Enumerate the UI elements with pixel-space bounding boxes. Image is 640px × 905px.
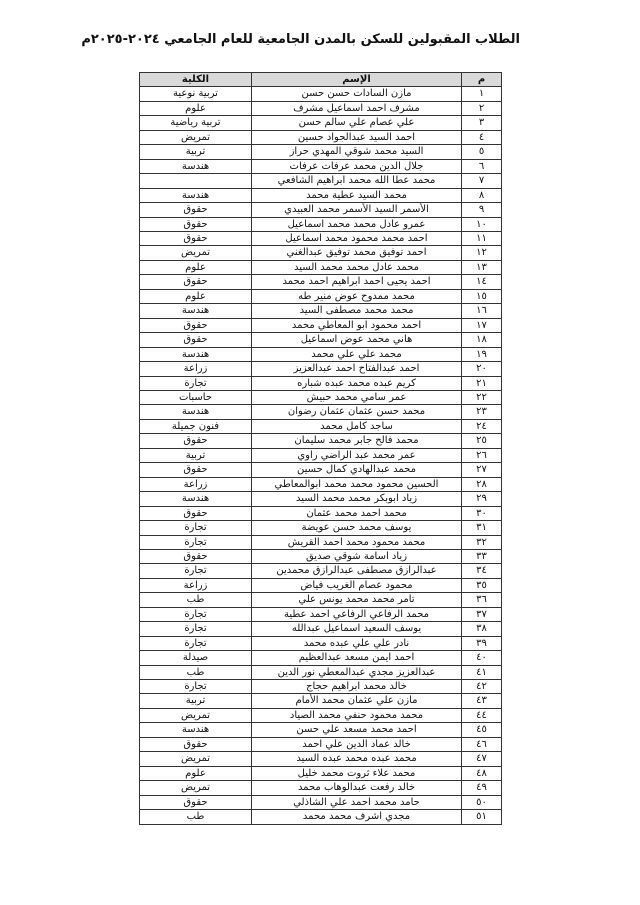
faculty-cell [140, 174, 252, 188]
row-number-cell: ٣ [462, 116, 502, 130]
row-number-cell: ٥٠ [462, 795, 502, 809]
student-name-cell: احمد محمد مسعد علي حسن [252, 723, 462, 737]
row-number-cell: ٢٣ [462, 405, 502, 419]
table-header-row [140, 73, 502, 87]
table-row [140, 506, 502, 520]
row-number-cell: ٨ [462, 188, 502, 202]
row-number-cell: ٤٦ [462, 737, 502, 751]
student-name-cell: هاني محمد عوض اسماعيل [252, 333, 462, 347]
row-number-cell: ٣٦ [462, 593, 502, 607]
faculty-cell: تمريض [140, 752, 252, 766]
table-row [140, 708, 502, 722]
table-row [140, 448, 502, 462]
student-name-cell: احمد ايمن مسعد عبدالعظيم [252, 651, 462, 665]
student-name-cell: احمد محمود ابو المعاطي محمد [252, 318, 462, 332]
table-row [140, 419, 502, 433]
table-row [140, 347, 502, 361]
faculty-cell: حقوق [140, 333, 252, 347]
row-number-cell: ٣٥ [462, 578, 502, 592]
row-number-cell: ١٨ [462, 333, 502, 347]
faculty-cell: طب [140, 810, 252, 824]
table-row [140, 260, 502, 274]
faculty-cell: تمريض [140, 130, 252, 144]
student-name-cell: زياد ابوبكر محمد محمد السيد [252, 492, 462, 506]
student-name-cell: عمرو عادل محمد محمد اسماعيل [252, 217, 462, 231]
table-row [140, 766, 502, 780]
table-row [140, 535, 502, 549]
student-name-cell: محمود عصام الغريب فياض [252, 578, 462, 592]
student-name-cell: زياد اسامة شوقي صديق [252, 549, 462, 563]
student-name-cell: احمد يحيى احمد ابراهيم احمد محمد [252, 275, 462, 289]
row-number-cell: ١٤ [462, 275, 502, 289]
faculty-cell: هندسة [140, 188, 252, 202]
faculty-cell: تجارة [140, 607, 252, 621]
student-name-cell: محمد علاء ثروت محمد خليل [252, 766, 462, 780]
faculty-cell: حقوق [140, 549, 252, 563]
faculty-cell: حقوق [140, 737, 252, 751]
column-header-faculty: الكلية [140, 73, 252, 87]
faculty-cell: طب [140, 665, 252, 679]
row-number-cell: ٣٧ [462, 607, 502, 621]
table-row [140, 492, 502, 506]
table-row [140, 549, 502, 563]
faculty-cell: زراعة [140, 578, 252, 592]
table-row [140, 607, 502, 621]
faculty-cell: زراعة [140, 362, 252, 376]
table-row [140, 101, 502, 115]
student-name-cell: محمد محمد مصطفى السيد [252, 304, 462, 318]
table-row [140, 376, 502, 390]
faculty-cell: تجارة [140, 622, 252, 636]
faculty-cell: تجارة [140, 636, 252, 650]
student-name-cell: محمد علي علي محمد [252, 347, 462, 361]
table-row [140, 723, 502, 737]
row-number-cell: ٤٨ [462, 766, 502, 780]
table-row [140, 362, 502, 376]
faculty-cell: تجارة [140, 680, 252, 694]
student-name-cell: جلال الدين محمد عرفات عرفات [252, 159, 462, 173]
row-number-cell: ٢٤ [462, 419, 502, 433]
row-number-cell: ٤٥ [462, 723, 502, 737]
row-number-cell: ٥ [462, 145, 502, 159]
table-row [140, 636, 502, 650]
student-name-cell: علي عصام علي سالم حسن [252, 116, 462, 130]
faculty-cell: حقوق [140, 795, 252, 809]
table-row [140, 217, 502, 231]
table-row [140, 289, 502, 303]
table-row [140, 694, 502, 708]
faculty-cell: فنون جميلة [140, 419, 252, 433]
student-name-cell: تامر محمد محمد يونس علي [252, 593, 462, 607]
row-number-cell: ٣٠ [462, 506, 502, 520]
faculty-cell: زراعة [140, 477, 252, 491]
table-row [140, 810, 502, 824]
student-name-cell: ساجد كامل محمد [252, 419, 462, 433]
table-row [140, 116, 502, 130]
table-row [140, 390, 502, 404]
row-number-cell: ١٩ [462, 347, 502, 361]
row-number-cell: ٢٦ [462, 448, 502, 462]
table-row [140, 434, 502, 448]
students-table [139, 72, 502, 825]
row-number-cell: ٦ [462, 159, 502, 173]
row-number-cell: ٤ [462, 130, 502, 144]
row-number-cell: ١ [462, 87, 502, 101]
table-row [140, 333, 502, 347]
table-row [140, 188, 502, 202]
faculty-cell: حقوق [140, 203, 252, 217]
student-name-cell: مجدي اشرف محمد محمد [252, 810, 462, 824]
student-name-cell: احمد محمد محمود محمد اسماعيل [252, 231, 462, 245]
student-name-cell: محمد عبدالهادي كمال حسين [252, 463, 462, 477]
row-number-cell: ١٦ [462, 304, 502, 318]
table-row [140, 405, 502, 419]
student-name-cell: عبدالرازق مصطفى عبدالرازق محمدين [252, 564, 462, 578]
table-row [140, 145, 502, 159]
faculty-cell: هندسة [140, 304, 252, 318]
faculty-cell: حقوق [140, 318, 252, 332]
faculty-cell: تربية رياضية [140, 116, 252, 130]
row-number-cell: ٤٩ [462, 781, 502, 795]
row-number-cell: ٣٣ [462, 549, 502, 563]
faculty-cell: حقوق [140, 434, 252, 448]
student-name-cell: عبدالعزيز مجدي عبدالمعطي نور الدين [252, 665, 462, 679]
faculty-cell: حقوق [140, 217, 252, 231]
faculty-cell: هندسة [140, 492, 252, 506]
row-number-cell: ٣٨ [462, 622, 502, 636]
table-row [140, 795, 502, 809]
row-number-cell: ٢ [462, 101, 502, 115]
table-row [140, 651, 502, 665]
table-row [140, 737, 502, 751]
table-row [140, 203, 502, 217]
student-name-cell: يوسف السعيد اسماعيل عبدالله [252, 622, 462, 636]
row-number-cell: ١٣ [462, 260, 502, 274]
faculty-cell: تمريض [140, 246, 252, 260]
table-row [140, 246, 502, 260]
row-number-cell: ٢١ [462, 376, 502, 390]
row-number-cell: ٣١ [462, 521, 502, 535]
table-row [140, 521, 502, 535]
faculty-cell: هندسة [140, 405, 252, 419]
row-number-cell: ٣٢ [462, 535, 502, 549]
student-name-cell: محمد حسن عثمان عثمان رضوان [252, 405, 462, 419]
column-header-number: م [462, 73, 502, 87]
faculty-cell: حقوق [140, 463, 252, 477]
table-row [140, 752, 502, 766]
table-row [140, 781, 502, 795]
student-name-cell: مازن علي عثمان محمد الأمام [252, 694, 462, 708]
table-row [140, 159, 502, 173]
faculty-cell: تربية نوعية [140, 87, 252, 101]
faculty-cell: تربية [140, 694, 252, 708]
row-number-cell: ٢٠ [462, 362, 502, 376]
row-number-cell: ٢٧ [462, 463, 502, 477]
faculty-cell: تجارة [140, 376, 252, 390]
student-name-cell: محمد ممدوح عوض منير طه [252, 289, 462, 303]
faculty-cell: علوم [140, 101, 252, 115]
student-name-cell: مازن السادات حسن حسن [252, 87, 462, 101]
faculty-cell: صيدلة [140, 651, 252, 665]
faculty-cell: علوم [140, 289, 252, 303]
table-row [140, 318, 502, 332]
table-body [140, 87, 502, 824]
faculty-cell: حقوق [140, 275, 252, 289]
row-number-cell: ١١ [462, 231, 502, 245]
faculty-cell: طب [140, 593, 252, 607]
row-number-cell: ٤٣ [462, 694, 502, 708]
student-name-cell: محمد احمد محمد عثمان [252, 506, 462, 520]
table-row [140, 174, 502, 188]
student-name-cell: نادر علي علي عبده محمد [252, 636, 462, 650]
row-number-cell: ٤١ [462, 665, 502, 679]
student-name-cell: كريم عبده محمد عبده شباره [252, 376, 462, 390]
row-number-cell: ٤٠ [462, 651, 502, 665]
row-number-cell: ٢٥ [462, 434, 502, 448]
faculty-cell: تربية [140, 448, 252, 462]
student-name-cell: محمد محمود محمد احمد القريش [252, 535, 462, 549]
student-name-cell: حامد محمد احمد علي الشاذلي [252, 795, 462, 809]
student-name-cell: عمر محمد عبد الراضي راوي [252, 448, 462, 462]
student-name-cell: محمد محمود حنفي محمد الصياد [252, 708, 462, 722]
row-number-cell: ٢٨ [462, 477, 502, 491]
faculty-cell: تجارة [140, 564, 252, 578]
faculty-cell: حقوق [140, 506, 252, 520]
student-name-cell: محمد السيد عطية محمد [252, 188, 462, 202]
table-row [140, 130, 502, 144]
row-number-cell: ٤٢ [462, 680, 502, 694]
table-row [140, 275, 502, 289]
table-row [140, 665, 502, 679]
table-row [140, 231, 502, 245]
faculty-cell: تمريض [140, 781, 252, 795]
student-name-cell: الأسمر السيد الأسمر محمد العبيدي [252, 203, 462, 217]
student-name-cell: احمد عبدالفتاح احمد عبدالعزيز [252, 362, 462, 376]
row-number-cell: ٤٧ [462, 752, 502, 766]
student-name-cell: خالد عماد الدين علي احمد [252, 737, 462, 751]
row-number-cell: ٧ [462, 174, 502, 188]
page-title: الطلاب المقبولين للسكن بالمدن الجامعية للعام الجامعي ٢٠٢٤-٢٠٢٥م [81, 32, 520, 47]
faculty-cell: تربية [140, 145, 252, 159]
row-number-cell: ٣٩ [462, 636, 502, 650]
student-name-cell: احمد السيد عبدالجواد حسين [252, 130, 462, 144]
student-name-cell: السيد محمد شوقي المهدي حراز [252, 145, 462, 159]
faculty-cell: حاسبات [140, 390, 252, 404]
student-name-cell: مشرف احمد اسماعيل مشرف [252, 101, 462, 115]
faculty-cell: تجارة [140, 521, 252, 535]
table-row [140, 87, 502, 101]
student-name-cell: خالد محمد ابراهيم حجاج [252, 680, 462, 694]
table-row [140, 578, 502, 592]
student-name-cell: يوسف محمد حسن عويضة [252, 521, 462, 535]
row-number-cell: ٩ [462, 203, 502, 217]
faculty-cell: تمريض [140, 708, 252, 722]
faculty-cell: علوم [140, 766, 252, 780]
student-name-cell: خالد رفعت عبدالوهاب محمد [252, 781, 462, 795]
table-row [140, 593, 502, 607]
student-name-cell: محمد عادل محمد محمد السيد [252, 260, 462, 274]
row-number-cell: ١٠ [462, 217, 502, 231]
student-name-cell: محمد عبده محمد عبده السيد [252, 752, 462, 766]
student-name-cell: الحسين محمود محمد محمد ابوالمعاطي [252, 477, 462, 491]
row-number-cell: ٤٤ [462, 708, 502, 722]
row-number-cell: ٥١ [462, 810, 502, 824]
table-row [140, 304, 502, 318]
faculty-cell: حقوق [140, 231, 252, 245]
row-number-cell: ١٥ [462, 289, 502, 303]
table-row [140, 564, 502, 578]
table-row [140, 463, 502, 477]
faculty-cell: تجارة [140, 535, 252, 549]
table-row [140, 622, 502, 636]
faculty-cell: علوم [140, 260, 252, 274]
student-name-cell: محمد عطا الله محمد ابراهيم الشافعي [252, 174, 462, 188]
student-name-cell: عمر سامي محمد حبيش [252, 390, 462, 404]
faculty-cell: هندسة [140, 723, 252, 737]
row-number-cell: ١٧ [462, 318, 502, 332]
student-name-cell: محمد فالح جابر محمد سليمان [252, 434, 462, 448]
faculty-cell: هندسة [140, 347, 252, 361]
student-name-cell: احمد توفيق محمد توفيق عبدالغني [252, 246, 462, 260]
faculty-cell: هندسة [140, 159, 252, 173]
row-number-cell: ١٢ [462, 246, 502, 260]
table-row [140, 477, 502, 491]
row-number-cell: ٢٩ [462, 492, 502, 506]
row-number-cell: ٢٢ [462, 390, 502, 404]
column-header-name: الإسم [252, 73, 462, 87]
row-number-cell: ٣٤ [462, 564, 502, 578]
table-row [140, 680, 502, 694]
student-name-cell: محمد الرفاعي الرفاعي احمد عطية [252, 607, 462, 621]
